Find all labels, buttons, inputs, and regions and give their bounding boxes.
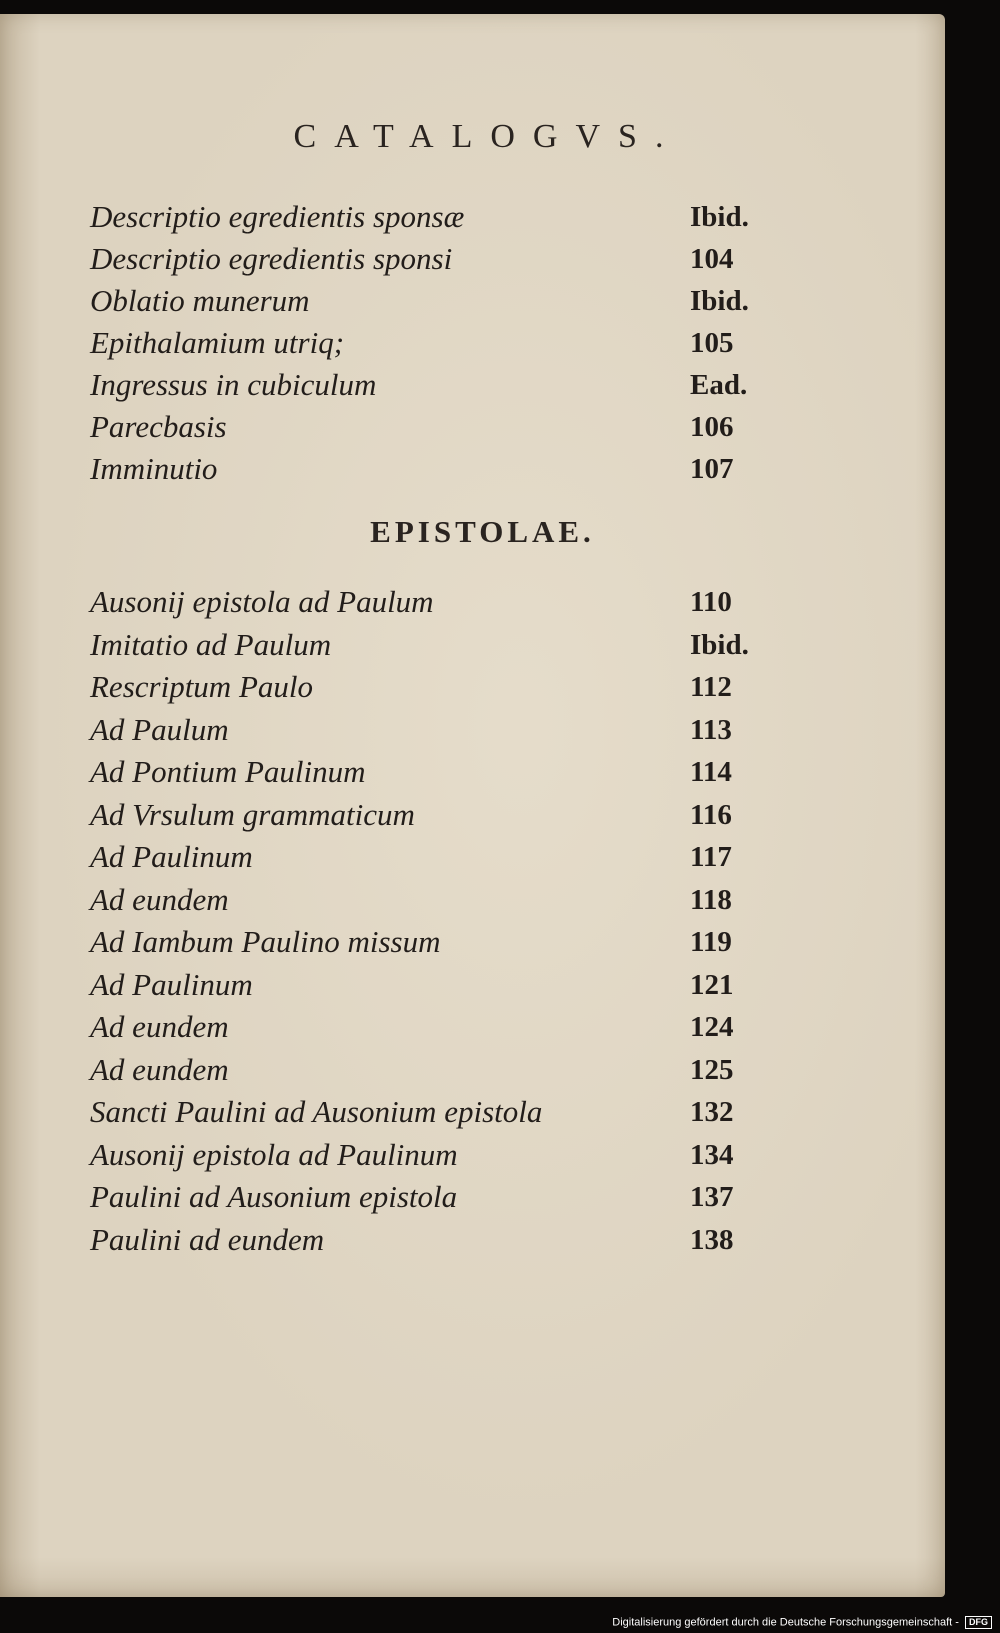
book-page: [0, 14, 945, 1597]
toc-list-poems: [90, 197, 780, 491]
entry-title: Ausonij epistola ad Paulum: [90, 584, 434, 619]
entry-page-number: 138: [690, 1223, 734, 1256]
toc-row: [90, 1092, 780, 1135]
toc-row: [90, 880, 780, 923]
entry-page-number: Ead.: [690, 369, 748, 401]
dfg-logo: DFG: [965, 1616, 992, 1629]
toc-row: [90, 1177, 780, 1220]
entry-title: Ausonij epistola ad Paulinum: [90, 1136, 458, 1172]
entry-title: Ad Paulinum: [90, 839, 253, 874]
toc-row: [90, 407, 780, 449]
entry-page-number: 116: [690, 798, 732, 831]
toc-row: [90, 1050, 780, 1093]
entry-title: Paulini ad Ausonium epistola: [90, 1179, 458, 1214]
entry-page-number: 118: [690, 883, 732, 916]
toc-row: [90, 625, 780, 668]
entry-page-number: Ibid.: [690, 285, 749, 317]
entry-title: Parecbasis: [90, 409, 227, 444]
entry-page-number: 124: [690, 1011, 734, 1043]
entry-page-number: 119: [690, 926, 732, 958]
entry-page-number: Ibid.: [690, 201, 749, 233]
entry-title: Ad Pontium Paulinum: [90, 754, 366, 789]
toc-row: [90, 449, 780, 491]
entry-page-number: 110: [690, 586, 732, 618]
entry-title: Ad eundem: [90, 881, 229, 917]
digitization-credit: [0, 1616, 992, 1629]
toc-row: [90, 365, 780, 407]
toc-row: [90, 197, 780, 239]
entry-page-number: 113: [690, 713, 732, 746]
entry-page-number: 114: [690, 756, 732, 788]
entry-page-number: 112: [690, 671, 732, 703]
entry-page-number: 107: [690, 453, 734, 485]
entry-title: Paulini ad eundem: [90, 1221, 325, 1257]
entry-title: Imitatio ad Paulum: [90, 626, 332, 662]
entry-page-number: 137: [690, 1181, 734, 1213]
entry-title: Ad eundem: [90, 1009, 229, 1044]
entry-page-number: 105: [690, 327, 734, 359]
entry-title: Ad Vrsulum grammaticum: [90, 796, 415, 832]
entry-title: Ad eundem: [90, 1051, 229, 1087]
page-title: CATALOGVS.: [293, 118, 682, 155]
toc-row: [90, 795, 780, 838]
entry-title: Ad Iambum Paulino missum: [90, 924, 441, 959]
toc-row: [90, 239, 780, 281]
entry-page-number: 106: [690, 411, 734, 443]
credit-text: Digitalisierung gefördert durch die Deutsche Forschungsgemeinschaft -: [612, 1616, 959, 1629]
toc-row: [90, 1007, 780, 1050]
section-heading: EPISTOLAE.: [370, 514, 595, 549]
entry-title: Oblatio munerum: [90, 283, 310, 318]
toc-row: [90, 837, 780, 880]
entry-page-number: 132: [690, 1096, 734, 1128]
entry-page-number: 121: [690, 968, 734, 1001]
toc-row: [90, 922, 780, 965]
toc-row: [90, 1135, 780, 1178]
toc-row: [90, 710, 780, 753]
entry-title: Descriptio egredientis sponsi: [90, 241, 453, 276]
entry-title: Descriptio egredientis sponsæ: [90, 199, 465, 234]
entry-page-number: Ibid.: [690, 628, 749, 661]
toc-row: [90, 582, 780, 625]
entry-title: Ad Paulum: [90, 711, 229, 747]
toc-list-epistolae: [90, 582, 780, 1262]
entry-title: Imminutio: [90, 451, 218, 486]
entry-page-number: 134: [690, 1138, 734, 1171]
entry-title: Rescriptum Paulo: [90, 669, 313, 704]
entry-page-number: 104: [690, 243, 734, 275]
toc-row: [90, 667, 780, 710]
entry-page-number: 125: [690, 1053, 734, 1086]
toc-row: [90, 752, 780, 795]
entry-title: Sancti Paulini ad Ausonium epistola: [90, 1094, 543, 1129]
toc-row: [90, 1220, 780, 1263]
entry-title: Ad Paulinum: [90, 966, 253, 1002]
entry-title: Ingressus in cubiculum: [90, 367, 377, 402]
toc-row: [90, 281, 780, 323]
entry-page-number: 117: [690, 841, 732, 873]
toc-row: [90, 323, 780, 365]
entry-title: Epithalamium utriq;: [90, 325, 345, 360]
toc-row: [90, 965, 780, 1008]
